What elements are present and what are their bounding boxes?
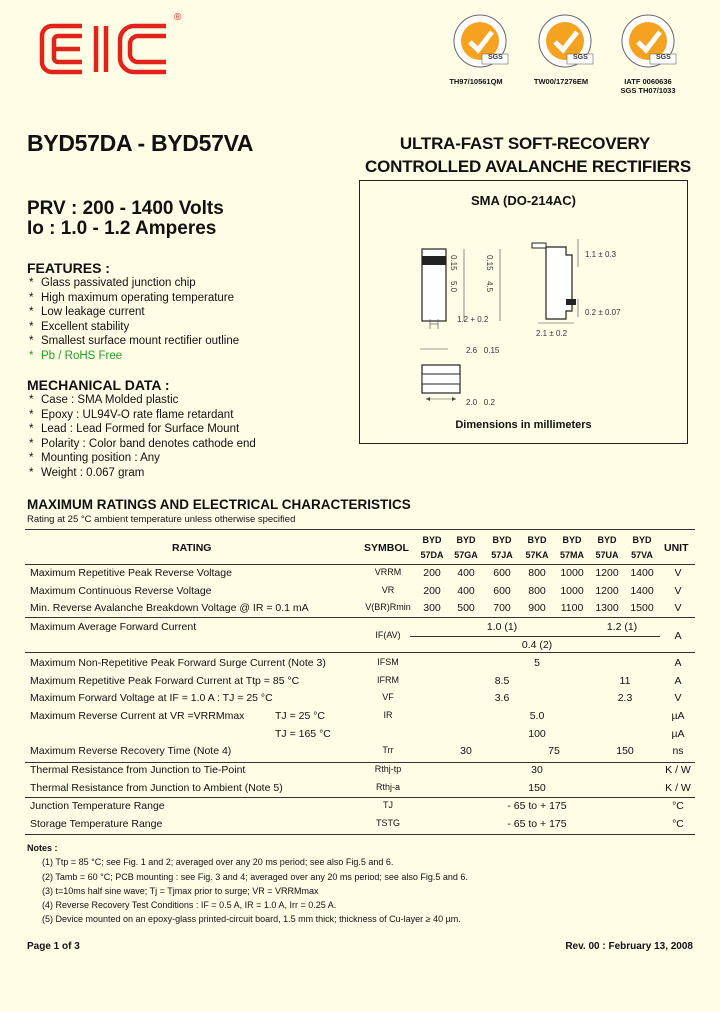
- table-heading: MAXIMUM RATINGS AND ELECTRICAL CHARACTERISTICS: [27, 497, 411, 512]
- mechanical-list: [29, 393, 267, 480]
- rating-label: Min. Reverse Avalanche Breakdown Voltage @ IR = 0.1 mA: [30, 602, 309, 614]
- sgs-label: SGS: [573, 54, 588, 61]
- dim-right-3: 2.1 ± 0.2: [536, 329, 568, 338]
- package-outline-drawing: [360, 181, 687, 443]
- part-header-top: BYD: [527, 535, 547, 545]
- value-cell: 1500: [630, 602, 654, 614]
- package-drawing-box: [359, 180, 688, 444]
- symbol-cell: TJ: [383, 800, 393, 810]
- part-header-top: BYD: [562, 535, 582, 545]
- value-cell: 800: [528, 585, 546, 597]
- value-cell: 1.0 (1): [486, 621, 518, 633]
- symbol-cell: Rthj-a: [375, 782, 400, 792]
- value-cell: 700: [493, 602, 511, 614]
- part-header-bottom: 57VA: [631, 550, 653, 560]
- value-cell: 3.6: [494, 692, 510, 704]
- cert-badge-3: [608, 12, 688, 95]
- divider: [25, 564, 695, 565]
- value-cell: 400: [457, 585, 475, 597]
- unit-cell: K / W: [665, 782, 691, 794]
- value-cell: 1000: [560, 585, 584, 597]
- part-header-top: BYD: [632, 535, 652, 545]
- value-cell: - 65 to + 175: [507, 818, 567, 830]
- unit-cell: K / W: [665, 764, 691, 776]
- symbol-cell: IFSM: [377, 657, 399, 667]
- list-item: * Epoxy : UL94V-O rate flame retardant: [29, 408, 234, 421]
- value-cell: 500: [457, 602, 475, 614]
- value-cell: 1200: [595, 585, 619, 597]
- rating-label: Maximum Forward Voltage at IF = 1.0 A : TJ = 25 °C: [30, 692, 273, 704]
- part-header-bottom: 57DA: [420, 550, 444, 560]
- rating-label: Maximum Continuous Reverse Voltage: [30, 585, 212, 597]
- list-item: * Smallest surface mount rectifier outline: [29, 335, 240, 347]
- rohs-item: * Pb / RoHS Free: [29, 349, 123, 362]
- part-header-top: BYD: [422, 535, 442, 545]
- value-cell: - 65 to + 175: [507, 800, 567, 812]
- value-cell: 1200: [595, 567, 619, 579]
- rating-label: Maximum Repetitive Peak Forward Current at Ttp = 85 °C: [30, 675, 300, 687]
- col-header-symbol: SYMBOL: [364, 542, 409, 554]
- rating-label: Storage Temperature Range: [30, 818, 163, 830]
- rating-label: Maximum Average Forward Current: [30, 621, 197, 633]
- value-cell: 150: [528, 782, 546, 794]
- rating-label: Thermal Resistance from Junction to Ambient (Note 5): [30, 782, 283, 794]
- unit-cell: V: [674, 692, 682, 704]
- value-cell: 0.4 (2): [521, 639, 553, 651]
- dim-width-2: 2.6 0.15: [466, 346, 500, 355]
- value-cell: 30: [531, 764, 543, 776]
- unit-cell: V: [674, 567, 682, 579]
- subtitle-line2: CONTROLLED AVALANCHE RECTIFIERS: [365, 157, 691, 176]
- rating-label: Maximum Repetitive Peak Reverse Voltage: [30, 567, 232, 579]
- dim-height-1b: 0.15: [449, 255, 458, 271]
- divider: [25, 652, 695, 653]
- list-item: * Glass passivated junction chip: [29, 277, 196, 289]
- divider: [25, 762, 695, 763]
- value-cell: 1.2 (1): [606, 621, 638, 633]
- package-caption: Dimensions in millimeters: [455, 419, 592, 431]
- col-header-unit: UNIT: [664, 542, 689, 554]
- divider: [25, 834, 695, 835]
- cert-caption-3: IATF 0060636 SGS TH07/1033: [620, 77, 676, 95]
- value-cell: 5.0: [529, 710, 545, 722]
- company-logo: [38, 14, 188, 84]
- list-item: * High maximum operating temperature: [29, 291, 235, 304]
- value-cell: 8.5: [494, 675, 510, 687]
- features-list: [29, 276, 239, 363]
- sgs-seal-icon: [616, 12, 680, 70]
- unit-cell: °C: [672, 818, 684, 830]
- symbol-cell: TSTG: [376, 818, 400, 828]
- value-cell: 1300: [595, 602, 619, 614]
- list-item: * Weight : 0.067 gram: [29, 466, 145, 479]
- note-item: (3) t=10ms half sine wave; Tj = Tjmax prior to surge; VR = VRRMmax: [42, 885, 319, 896]
- value-cell: 200: [423, 567, 441, 579]
- part-header-bottom: 57GA: [454, 550, 478, 560]
- note-item: (5) Device mounted on an epoxy-glass printed-circuit board, 1.5 mm thick; thickness of Cu-layer ≥ 40 µm.: [42, 914, 461, 925]
- notes-heading: Notes :: [27, 843, 58, 853]
- list-item: * Polarity : Color band denotes cathode end: [29, 437, 256, 450]
- value-cell: 11: [619, 675, 631, 687]
- cert-caption-2: TW00/17276EM: [533, 77, 589, 86]
- unit-cell: V: [674, 585, 682, 597]
- unit-cell: °C: [672, 800, 684, 812]
- part-header-bottom: 57KA: [525, 550, 549, 560]
- list-item: * Low leakage current: [29, 306, 145, 318]
- dim-right-2: 0.2 ± 0.07: [585, 308, 621, 317]
- value-cell: 1100: [560, 602, 584, 614]
- symbol-cell: VR: [381, 585, 395, 595]
- notes-block: [27, 841, 468, 927]
- part-header-bottom: 57JA: [491, 550, 513, 560]
- table-subheading: Rating at 25 °C ambient temperature unless otherwise specified: [27, 514, 296, 525]
- list-item: * Mounting position : Any: [29, 452, 160, 464]
- cert-badge-1: [440, 12, 520, 86]
- value-cell: 600: [493, 567, 511, 579]
- condition-cell: TJ = 25 °C: [275, 710, 326, 722]
- divider: [25, 617, 695, 618]
- value-cell: 600: [493, 585, 511, 597]
- value-cell: 800: [528, 567, 546, 579]
- cert-caption-1: TH97/10561QM: [449, 77, 503, 86]
- value-cell: 200: [423, 585, 441, 597]
- value-cell: 1000: [560, 567, 584, 579]
- divider: [410, 636, 660, 637]
- symbol-cell: VF: [382, 692, 394, 702]
- unit-cell: V: [674, 602, 682, 614]
- symbol-cell: IR: [383, 710, 393, 720]
- unit-cell: µA: [671, 728, 685, 740]
- unit-cell: A: [674, 675, 682, 687]
- divider: [25, 797, 695, 798]
- value-cell: 300: [423, 602, 441, 614]
- value-cell: 30: [460, 745, 472, 757]
- features-heading: FEATURES :: [27, 260, 110, 276]
- rating-label: Maximum Non-Repetitive Peak Forward Surge Current (Note 3): [30, 657, 326, 669]
- dim-height-2b: 0.15: [485, 255, 494, 271]
- part-header-top: BYD: [492, 535, 512, 545]
- part-header-top: BYD: [456, 535, 476, 545]
- sgs-label: SGS: [656, 54, 671, 61]
- rating-label: Thermal Resistance from Junction to Tie-Point: [30, 764, 246, 776]
- list-item: * Case : SMA Molded plastic: [29, 394, 179, 406]
- registered-mark: ®: [174, 12, 182, 23]
- package-title: SMA (DO-214AC): [471, 193, 576, 208]
- note-item: (2) Tamb = 60 °C; PCB mounting : see Fig. 3 and 4; averaged over any 20 ms period; see also Fig.5 and 6.: [42, 871, 468, 882]
- symbol-cell: IF(AV): [375, 630, 401, 640]
- part-range-title: BYD57DA - BYD57VA: [27, 130, 254, 156]
- rating-label: Maximum Reverse Current at VR =VRRMmax: [30, 710, 245, 722]
- unit-cell: µA: [671, 710, 685, 722]
- value-cell: 75: [548, 745, 560, 757]
- value-cell: 2.3: [617, 692, 633, 704]
- value-cell: 5: [534, 657, 540, 669]
- part-header-top: BYD: [597, 535, 617, 545]
- note-item: (4) Reverse Recovery Test Conditions : IF = 0.5 A, IR = 1.0 A, Irr = 0.25 A.: [42, 900, 337, 911]
- list-item: * Excellent stability: [29, 320, 130, 333]
- part-header-bottom: 57MA: [559, 550, 584, 560]
- dim-height-2: 4.5: [485, 281, 494, 293]
- value-cell: 1400: [630, 585, 654, 597]
- condition-cell: TJ = 165 °C: [275, 728, 331, 740]
- subtitle-line1: ULTRA-FAST SOFT-RECOVERY: [399, 134, 651, 153]
- revision-date: Rev. 00 : February 13, 2008: [565, 941, 693, 952]
- io-rating: Io : 1.0 - 1.2 Amperes: [27, 218, 217, 239]
- divider: [25, 529, 695, 530]
- note-item: (1) Ttp = 85 °C; see Fig. 1 and 2; averaged over any 20 ms period; see also Fig.5 and 6.: [42, 857, 394, 868]
- symbol-cell: VRRM: [374, 567, 402, 577]
- value-cell: 100: [528, 728, 546, 740]
- value-cell: 900: [528, 602, 546, 614]
- unit-cell: A: [674, 657, 682, 669]
- rating-label: Junction Temperature Range: [30, 800, 165, 812]
- dim-width-1: 1.2 + 0.2: [457, 315, 489, 324]
- value-cell: 150: [616, 745, 634, 757]
- part-header-bottom: 57UA: [595, 550, 619, 560]
- symbol-cell: Rthj-tp: [374, 764, 402, 774]
- dim-height-1: 5.0: [449, 281, 458, 293]
- value-cell: 1400: [630, 567, 654, 579]
- dim-right-1: 1.1 ± 0.3: [585, 250, 617, 259]
- unit-cell: ns: [672, 745, 684, 757]
- mechanical-heading: MECHANICAL DATA :: [27, 377, 170, 393]
- dim-width-3: 2.0 0.2: [466, 398, 495, 407]
- col-header-rating: RATING: [172, 542, 212, 554]
- eic-logo-graphic: [38, 14, 188, 84]
- unit-cell: A: [674, 630, 682, 642]
- symbol-cell: V(BR)Rmin: [365, 602, 411, 612]
- sgs-seal-icon: [448, 12, 512, 70]
- symbol-cell: IFRM: [377, 675, 399, 685]
- sgs-label: SGS: [488, 54, 503, 61]
- prv-rating: PRV : 200 - 1400 Volts: [27, 198, 224, 219]
- rating-label: Maximum Reverse Recovery Time (Note 4): [30, 745, 232, 757]
- value-cell: 400: [457, 567, 475, 579]
- symbol-cell: Trr: [382, 745, 394, 755]
- sgs-seal-icon: [533, 12, 597, 70]
- page-number: Page 1 of 3: [27, 941, 80, 952]
- cert-badge-2: [525, 12, 605, 86]
- list-item: * Lead : Lead Formed for Surface Mount: [29, 423, 240, 435]
